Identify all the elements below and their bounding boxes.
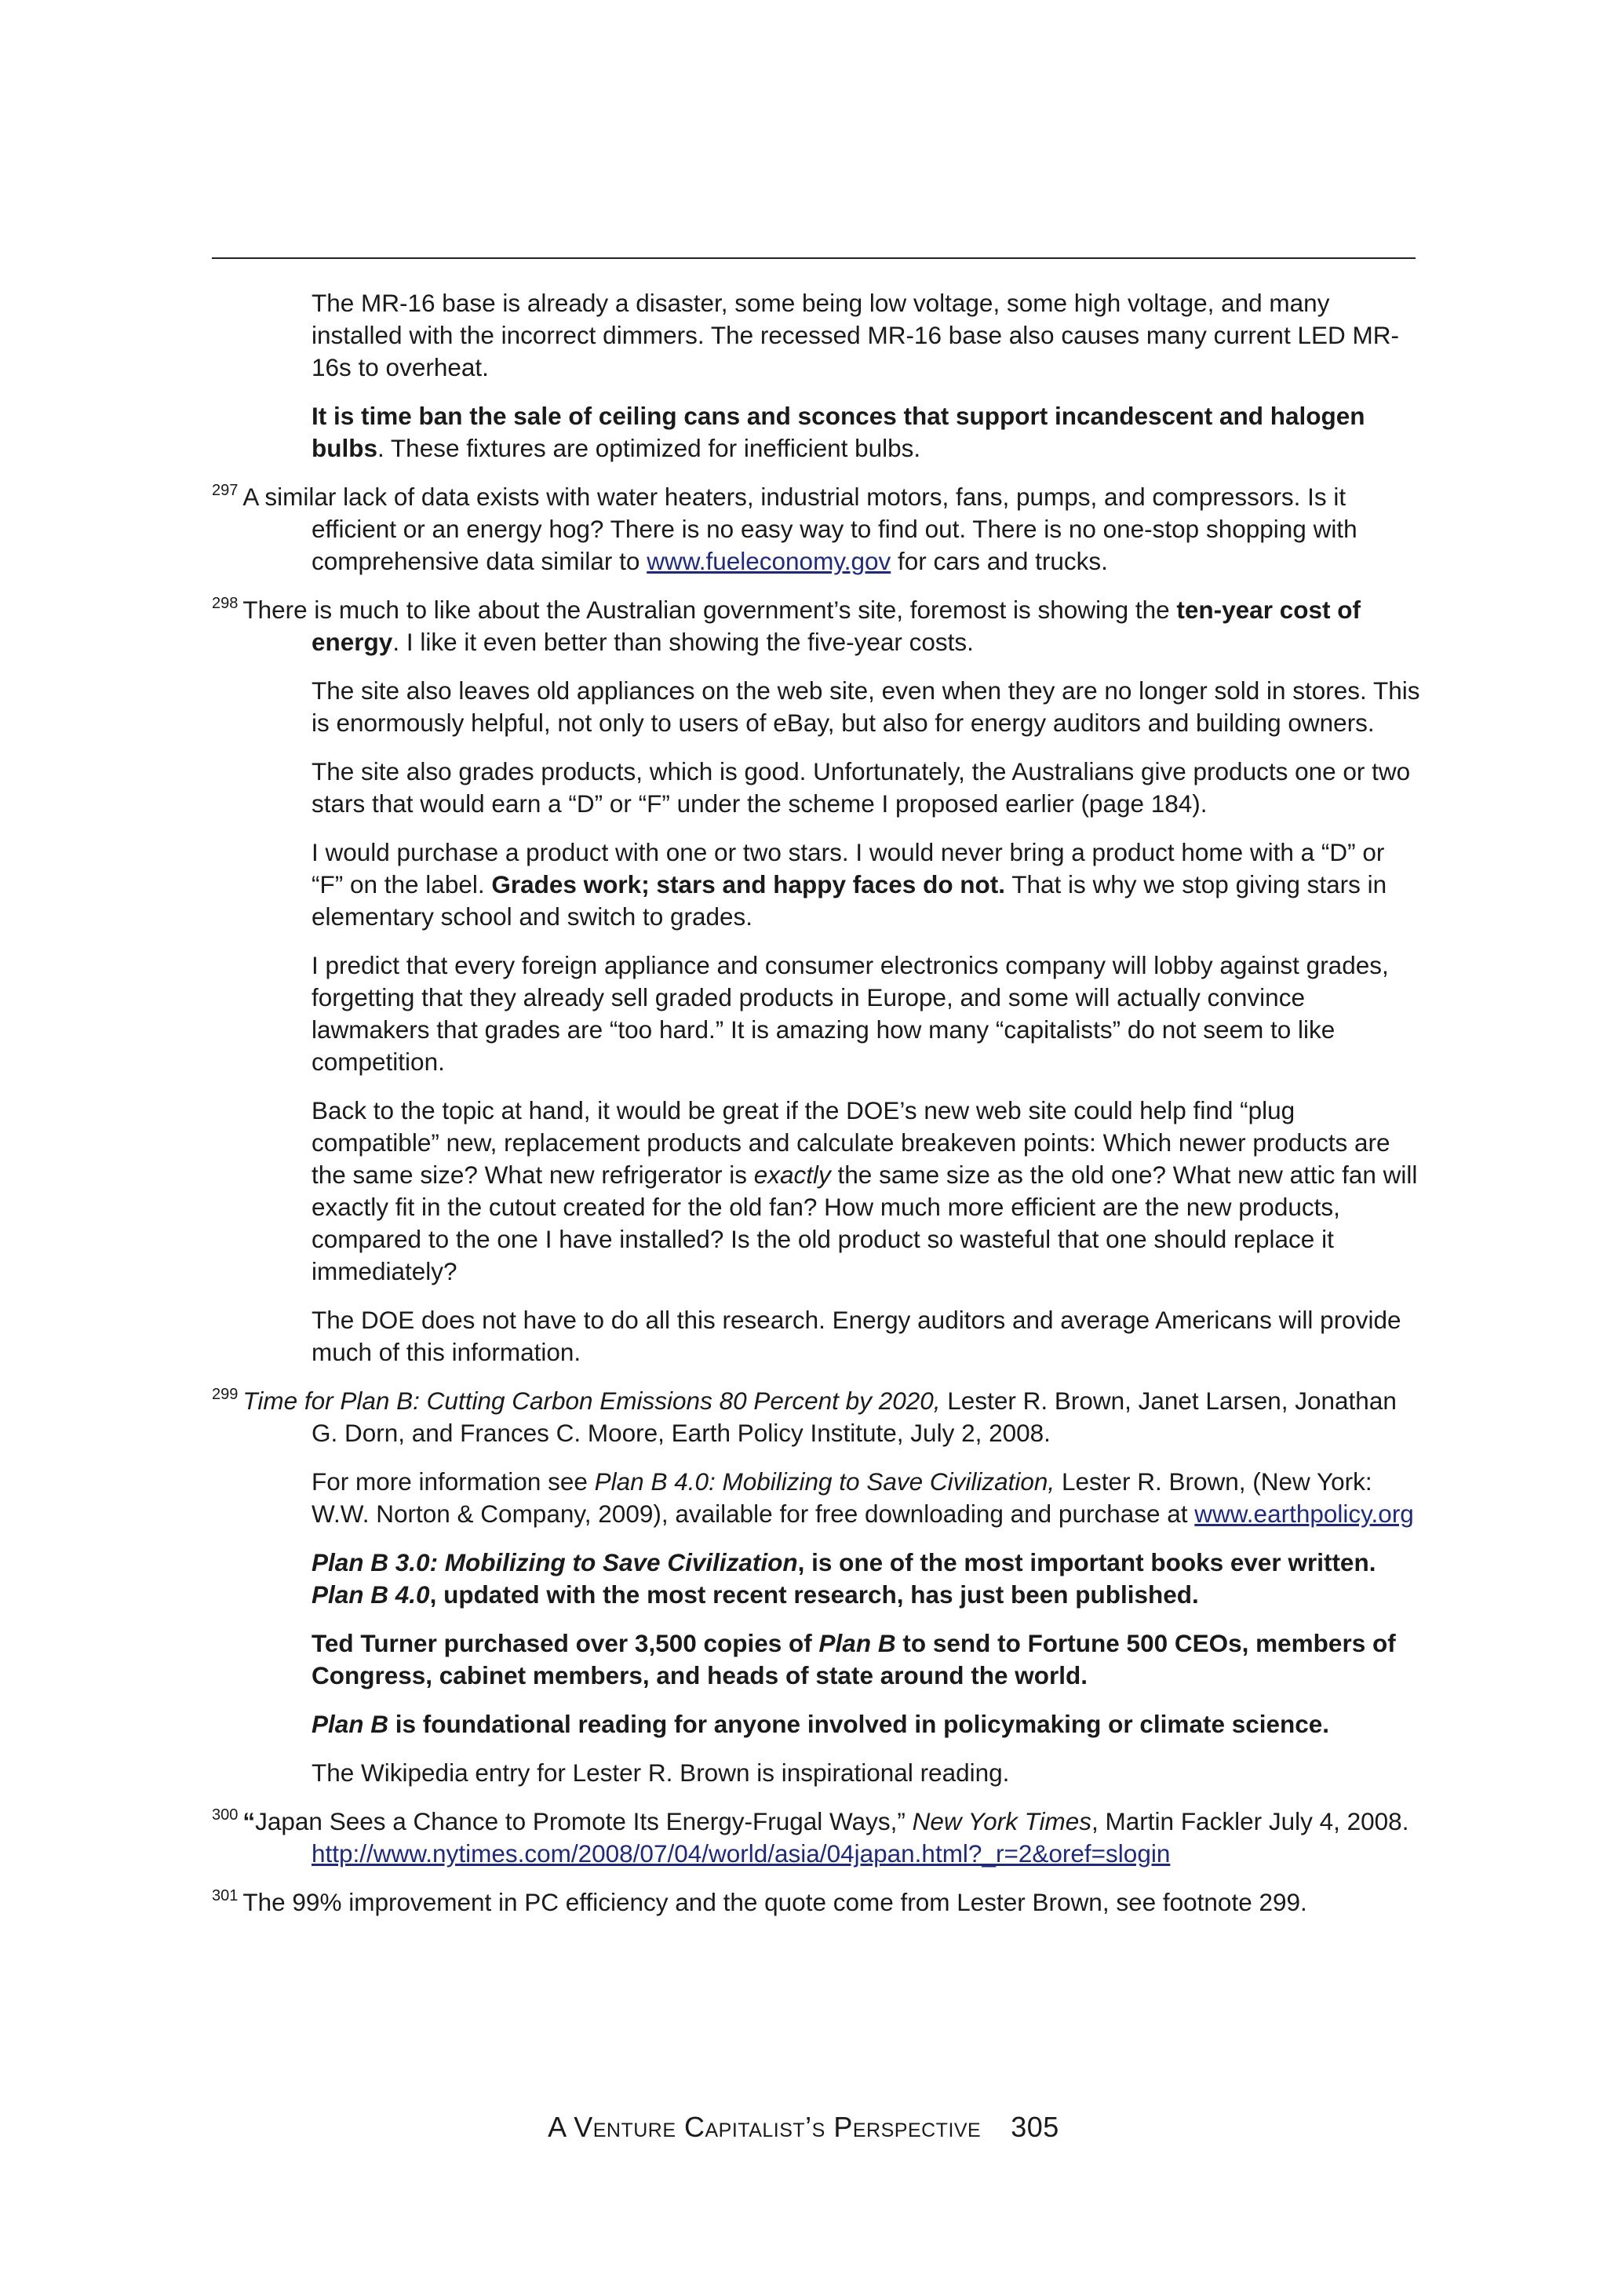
bold-text: , is one of the most important books ever written. [797,1548,1376,1576]
footnote-paragraph [312,1304,1420,1368]
bold-italic-text: Plan B 3.0: Mobilizing to Save Civilization [312,1548,798,1576]
footnote-number: 301 [212,1887,239,1904]
footnote-300 [212,1806,1420,1870]
paragraph-text: Lester R. Brown, (New York: W.W. Norton & Company, 2009), available for free downloading and purchase at [312,1467,1372,1528]
footnote-number: 300 [212,1806,239,1824]
footnote-text: Lester R. Brown, Janet Larsen, Jonathan G. Dorn, and Frances C. Moore, Earth Policy Institute, July 2, 2008. [312,1387,1397,1447]
paragraph-text: . These fixtures are optimized for inefficient bulbs. [377,434,921,462]
paragraph-text: The MR-16 base is already a disaster, some being low voltage, some high voltage, and many installed with the incorrect dimmers. The recessed MR-16 base also causes many current LED MR-16s to overheat. [312,289,1399,381]
paragraph-text: I would purchase a product with one or two stars. I would never bring a product home with a “D” or “F” on the label. [312,838,1385,898]
fueleconomy-link[interactable]: www.fueleconomy.gov [647,547,891,575]
paragraph-text: the same size as the old one? What new attic fan will exactly fit in the cutout created for the old fan? How much more efficient are the new products, compared to the one I have installed? Is the old product so wasteful that one should replace it immediately? [312,1161,1418,1285]
paragraph-text: The site also leaves old appliances on the web site, even when they are no longer sold in stores. This is enormously helpful, not only to users of eBay, but also for energy auditors and building owners. [312,676,1420,737]
paragraph-text: The Wikipedia entry for Lester R. Brown is inspirational reading. [312,1758,1010,1787]
footnote-number: 297 [212,482,239,499]
footnote-paragraph [312,1095,1420,1288]
footnote-paragraph [312,675,1420,739]
footnote-299 [212,1385,1420,1449]
footnote-text: . I like it even better than showing the five-year costs. [392,628,974,656]
earthpolicy-link[interactable]: www.earthpolicy.org [1194,1500,1414,1528]
bold-text: “ [242,1807,256,1835]
running-title: A Venture Capitalist’s Perspective [548,2111,982,2143]
page-number: 305 [1011,2111,1059,2143]
paragraph-text: Back to the topic at hand, it would be great if the DOE’s new web site could help find “plug compatible” new, replacement products and calculate breakeven points: Which newer products are the same size? What new refrigerator is [312,1096,1390,1189]
paragraph-text: For more information see [312,1467,595,1496]
italic-text: New York Times [912,1807,1092,1835]
bold-text: Grades work; stars and happy faces do not. [491,870,1006,898]
footnotes-section [212,287,1420,1935]
footnote-297 [212,481,1420,578]
paragraph-text: The site also grades products, which is good. Unfortunately, the Australians give products one or two stars that would earn a “D” or “F” under the scheme I proposed earlier (page 184). [312,757,1411,818]
paragraph-text: I predict that every foreign appliance and consumer electronics company will lobby against grades, forgetting that they already sell graded products in Europe, and some will actually convince lawmakers that grades are “too hard.” It is amazing how many “capitalists” do not seem to like competition. [312,951,1389,1076]
paragraph-text: The DOE does not have to do all this research. Energy auditors and average Americans will provide much of this information. [312,1306,1401,1366]
footnote-paragraph [312,756,1420,820]
footnote-301 [212,1886,1420,1919]
footnote-text: Japan Sees a Chance to Promote Its Energy-Frugal Ways,” [255,1807,913,1835]
page-footer [0,2111,1607,2144]
footnote-number: 298 [212,595,239,612]
bold-italic-text: Plan B [818,1629,896,1657]
footnote-paragraph [312,1547,1420,1611]
italic-text: Time for Plan B: Cutting Carbon Emissions 80 Percent by 2020, [242,1387,941,1415]
footnote-paragraph [312,1466,1420,1530]
footnote-paragraph [312,1627,1420,1692]
footnote-text: There is much to like about the Australian government’s site, foremost is showing the [242,596,1177,624]
footnote-number: 299 [212,1386,239,1403]
bold-text: It is time ban the sale of ceiling cans and sconces that support incandescent and halogen bulbs [312,402,1365,462]
italic-text: Plan B 4.0: Mobilizing to Save Civilization, [594,1467,1055,1496]
bold-text: Ted Turner purchased over 3,500 copies of [312,1629,819,1657]
continued-paragraph [312,400,1420,465]
footnote-paragraph [312,836,1420,933]
footnote-paragraph [312,1757,1420,1789]
footnote-paragraph [312,949,1420,1078]
paragraph-text: That is why we stop giving stars in elementary school and switch to grades. [312,870,1387,931]
continued-paragraph [312,287,1420,384]
footnote-text: for cars and trucks. [891,547,1108,575]
bold-text: , updated with the most recent research, has just been published. [429,1580,1199,1609]
footnote-separator-rule [212,257,1416,259]
nytimes-link[interactable]: http://www.nytimes.com/2008/07/04/world/asia/04japan.html?_r=2&oref=slogin [312,1839,1171,1868]
bold-text: to send to Fortune 500 CEOs, members of Congress, cabinet members, and heads of state around the world. [312,1629,1396,1689]
italic-text: exactly [753,1161,831,1189]
footnote-298 [212,594,1420,658]
bold-text: is foundational reading for anyone involved in policymaking or climate science. [388,1710,1330,1738]
bold-italic-text: Plan B [312,1710,389,1738]
bold-text: ten-year cost of energy [312,596,1361,656]
footnote-text: , Martin Fackler July 4, 2008. [1091,1807,1409,1835]
footnote-paragraph [312,1708,1420,1740]
footnote-text: The 99% improvement in PC efficiency and the quote come from Lester Brown, see footnote 299. [242,1888,1307,1916]
footnote-text: A similar lack of data exists with water heaters, industrial motors, fans, pumps, and compressors. Is it efficient or an energy hog? There is no easy way to find out. There is no one-stop shopping with comprehensive data similar to [242,483,1357,575]
bold-italic-text: Plan B 4.0 [312,1580,430,1609]
